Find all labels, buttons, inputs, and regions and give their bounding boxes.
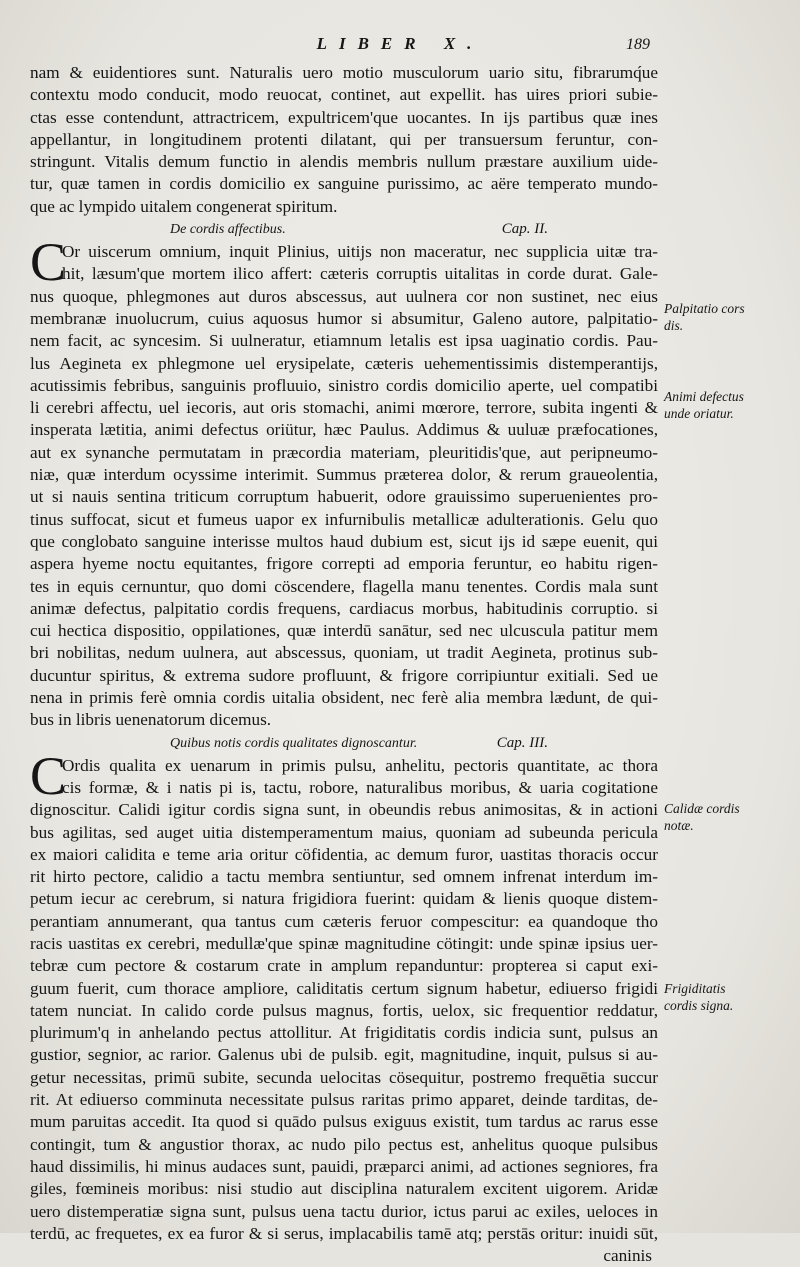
text-line: niæ, quæ interdum ocyssime interimit. Summus præterea dolor, & rerum graueolentia, [30,465,658,485]
section-cap-2 [30,232,658,732]
text-line: plurimum'q in anhelando pectus attollitur. At frigiditatis cordis indicia sunt, pulsus an [30,1023,658,1043]
margin-note-hot-heart [664,800,792,834]
text-line: que conglobato sanguine interisse multos haud dubium est, sicut ijs id sæpe euenit, qui [30,531,658,551]
drop-cap: C [30,232,67,293]
text-line: tatem nunciat. In calido corde pulsus magnus, fortis, uelox, sic frequentior reddatur, [30,1000,658,1020]
text-line: Or uiscerum omnium, inquit Plinius, uitijs non maceratur, nec supplicia uitæ tra- [62,242,658,262]
margin-note-line: unde oriatur. [664,406,734,421]
text-line: animæ defectus, palpitatio cordis frequens, cardiacus morbus, habitudinis corruptio. si [30,598,658,618]
drop-cap: C [30,745,67,806]
margin-note-line: dis. [664,318,684,333]
text-line: ut si nauis sentina triticum corruptum habuerit, odore grauissimo superuenientes pro- [30,487,658,507]
text-line: bus in libris uenenatorum dicemus. [30,710,272,730]
text-line: guum fuerit, cum thorace ampliore, caliditatis certum signum habetur, ediuerso frigidi [30,978,658,998]
text-line: nus quoque, phlegmones aut duros abscessus, aut uulnera cor non sustinet, nec eius [30,286,658,306]
text-line: nam & euidentiores sunt. Naturalis uero motio musculorum uario situ, fibrarumq́ue [30,63,658,82]
text-line: tebræ cum pectore & costarum crate in amplum repanduntur: propterea si caput exi- [30,956,658,976]
text-line: gustior, segnior, ac rarior. Galenus ubi de pulsib. egit, magnitudine, inquit, pulsus si au- [30,1045,658,1065]
text-line: perantiam annumerant, qua tantus cum cæteris feruor compescitur: ea quandoque tho [30,911,658,931]
chapter-title: De cordis affectibus. [170,222,286,238]
margin-note-line: notæ. [664,818,694,833]
section-intro [30,62,658,218]
margin-note-palpitation [664,300,792,334]
text-line: que ac lympido uitalem congenerat spiritum. [30,196,338,216]
section-cap-3 [30,745,658,1267]
text-line: dignoscitur. Calidi igitur cordis signa sunt, in obeundis rebus animositas, & in actioni [30,800,658,820]
text-line: acutissimis febribus, sanguinis profluuio, sinistro cordis domicilio aperte, uel compatibi [30,375,658,395]
chapter-heading-3 [30,732,658,755]
text-line: tinus suffocat, sicut et fumeus uapor ex infurnibulis metallicæ adulterationis. Gelu quo [30,509,658,529]
text-block [30,62,658,1267]
text-line: Ordis qualita ex uenarum in primis pulsu, anhelitu, pectoris quantitate, ac thora [62,755,658,775]
text-line: mum paruitas accedit. Ita quod si quādo pulsus exiguus existit, tum tardus ac rarus esse [30,1112,658,1132]
text-line: rit. At ediuerso comminuta necessitate pulsus raritas primo apparet, deinde tarditas, de- [30,1090,658,1110]
chapter-number: Cap. III. [496,734,548,751]
margin-note-line: Palpitatio cors [664,301,745,316]
text-line: terdū, ac frequetes, ex ea furor & si serus, implacabilis tamē atq; perstās oritur: inuidi sūt, [30,1223,658,1243]
text-line: uero distemperatiæ signa sunt, pulsus uena tactu durior, ictus parui ac exiles, ueloces in [30,1201,658,1221]
margin-note-line: cordis signa. [664,998,734,1013]
text-line: ducuntur spiritus, & extrema sudore profluunt, & frigore corripiuntur exitiali. Sed ue [30,665,658,685]
text-line: appellantur, in longitudinem protenti dilatant, qui per transuersum feruntur, con- [30,129,658,149]
text-line: ex maiori calidita e teme aria oritur cöfidentia, ac demum furor, uastitas thoracis occur [30,844,658,864]
chapter-heading-2 [30,218,658,241]
text-line: bri nobilitas, nedum uulnera, aut abscessus, quoniam, ut tradit Aegineta, protinus sub- [30,643,658,663]
text-line: aut ex synanche permutatam in præcordia materiam, pleuritidis'que, aut peripneumo- [30,442,658,462]
text-line: membranæ inuolucrum, cuius aquosus humor si absumitur, Galeno autore, palpitatio- [30,308,658,328]
text-line: rit hirto pectore, calidio a tactu membra sentiuntur, sed omnem infrenat interdum im- [30,867,658,887]
margin-note-line: Calidæ cordis [664,801,740,816]
text-line: ctas esse contendunt, attractricem, expultricem'que uocantes. In ijs partibus quæ ines [30,107,658,127]
margin-note-fainting [664,388,792,422]
text-line: nem facit, ac syncesim. Si uulneratur, etiamnum letalis est ipsa uaginatio cordis. Pau- [30,331,658,351]
text-line: aspera hyeme noctu equitantes, frigore correpti ad emporia feruntur, eo habitu rigen- [30,554,658,574]
margin-note-line: Animi defectus [664,389,744,404]
text-line: haud dissimilis, hi minus audaces sunt, pauidi, præparci animi, ad actiones segniores, fra [30,1156,658,1176]
catchword: caninis [603,1246,652,1266]
text-line: hit, læsum'que mortem ilico affert: cæteris corruptis uitalitas in corde durat. Gale- [62,264,658,284]
text-line: petum iecur ac cerebrum, si natura frigidiora fuerint: quidam & lienis quoque distem- [30,889,658,909]
text-line: lus Aegineta ex phlegmone uel erysipelate, cæteris uehementissimis distemperantijs, [30,353,658,373]
text-line: getur necessitas, primū subite, secunda uelocitas cösequitur, postremo frequētia succur [30,1067,658,1087]
running-title: LIBER X. [316,34,484,53]
margin-note-cold-heart [664,980,792,1014]
margin-note-line: Frigiditatis [664,981,726,996]
text-line: stringunt. Vitalis demum functio in alendis membris nullum præstare auxilium uide- [30,152,658,172]
text-line: contextu modo conducit, modo reuocat, continet, aut expellit. has uires priori subie- [30,85,658,105]
text-line: bus agilitas, sed auget uitia distemperamentum maius, quoniam ad subeunda pericula [30,822,658,842]
text-line: cui hectica dispositio, oppilationes, quæ interdū sanātur, sed nec ulcuscula patitur mem [30,621,658,641]
text-line: li cerebri affectu, uel iecoris, aut oris stomachi, animi mœrore, terrore, subita ingenti & [30,398,658,418]
text-line: tes in equis cernuntur, quo domi cöscendere, flagella manu tenentes. Cordis mala sunt [30,576,658,596]
text-line: racis uastitas ex cerebri, medullæ'que spinæ magnitudine cötingit: unde spinæ ipsius uer- [30,933,658,953]
page-number: 189 [626,36,650,53]
text-line: contingit, tum & angustior thorax, ac nudo pilo pectus est, anhelitus quoque pulsibus [30,1134,658,1154]
chapter-title: Quibus notis cordis qualitates dignoscantur. [170,735,418,751]
text-line: cis formæ, & i natis pi is, tactu, robore, naturalibus moribus, & uaria cogitatione [62,777,658,797]
text-line: giles, fœmineis moribus: nisi studio aut disciplina naturalem excitent uigorem. Aridæ [30,1179,658,1199]
text-line: nena in primis ferè omnia cordis uitalia obsident, nec ferè alia membra lædunt, de qui- [30,688,658,708]
text-line: insperata lætitia, animi defectus oriütur, hæc Paulus. Addimus & uuluæ præfocationes, [30,420,658,440]
text-line: tur, quæ tamen in cordis domicilio ex sanguine purissimo, ac aëre temperato mundo- [30,174,658,194]
chapter-number: Cap. II. [501,221,548,238]
